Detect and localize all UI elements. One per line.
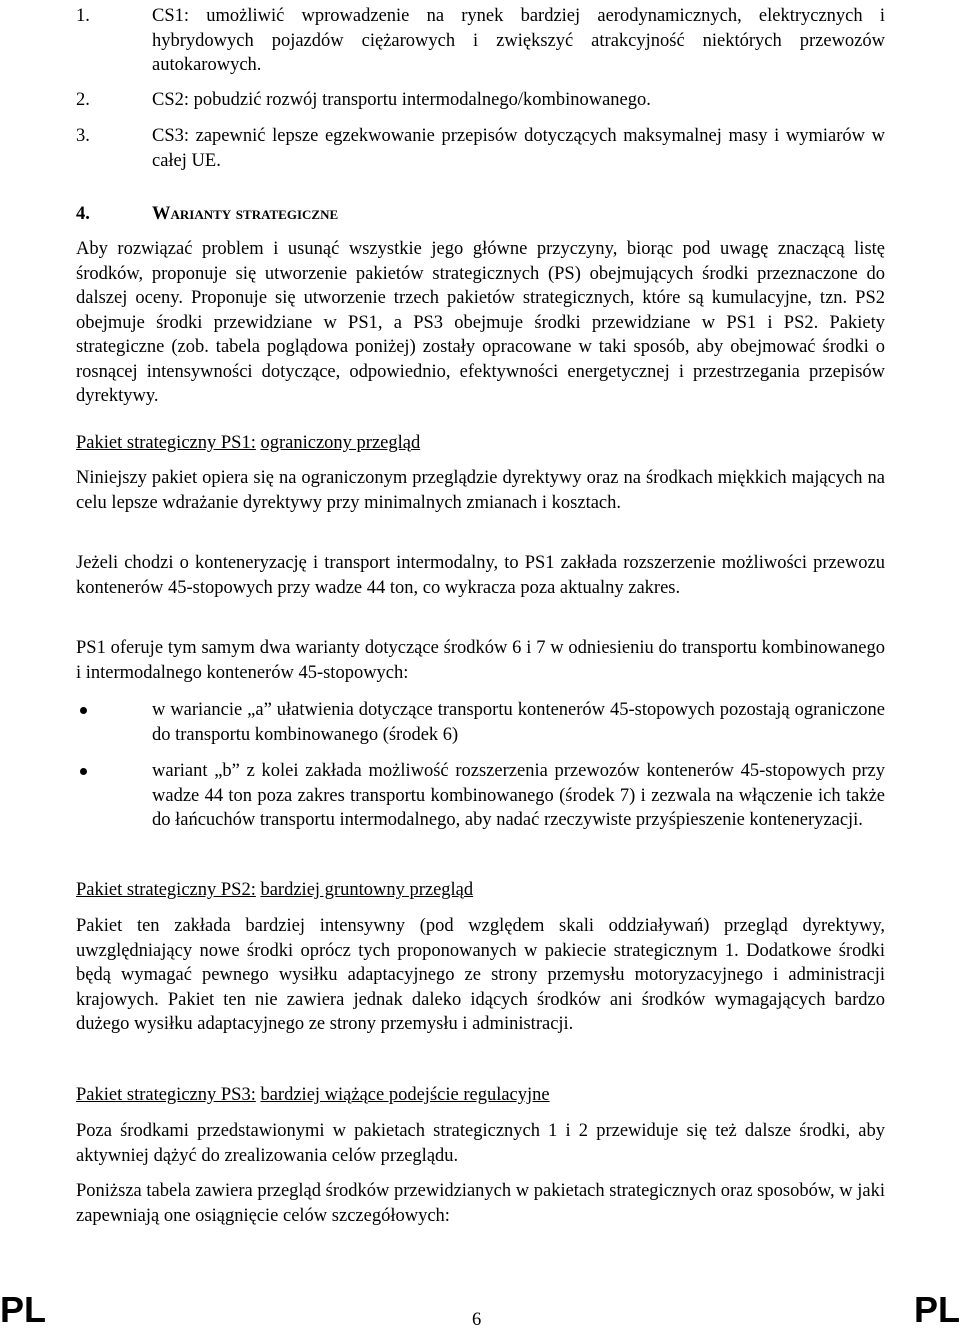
list-number: 2. — [76, 90, 90, 110]
ps3-name: bardziej wiążące podejście regulacyjne — [260, 1085, 550, 1105]
footer-language-right: PL — [913, 1289, 960, 1330]
page-number: 6 — [472, 1310, 482, 1330]
list-text: CS3: zapewnić lepsze egzekwowanie przepisów dotyczących maksymalnej masy i wymiarów w całej UE. — [152, 126, 885, 171]
ps2-heading — [76, 878, 885, 903]
bullet-icon — [80, 768, 87, 775]
intro-paragraph: Aby rozwiązać problem i usunąć wszystkie jego główne przyczyny, biorąc pod uwagę znaczącą listę środków, proponuje się utworzenie pakietów strategicznych (PS) obejmujących środki przeznaczone do dalszej oceny. Proponuje się utworzenie trzech pakietów strategicznych, które są kumulacyjne, tzn. PS2 obejmuje środki przewidziane w PS1, a PS3 obejmuje środki przewidziane w PS1 i PS2. Pakiety strategiczne (zob. tabela poglądowa poniżej) zostały opracowane w taki sposób, aby obejmować środki o rosnącej intensywności dotyczące, odpowiednio, efektywności energetycznej i przestrzegania przepisów dyrektywy. — [76, 239, 885, 406]
ps3-heading — [76, 1083, 885, 1108]
list-text: CS2: pobudzić rozwój transportu intermodalnego/kombinowanego. — [152, 90, 651, 110]
footer-language-left: PL — [0, 1289, 47, 1330]
list-number: 1. — [76, 6, 90, 26]
ps1-paragraph-3: PS1 oferuje tym samym dwa warianty dotyczące środków 6 i 7 w odniesieniu do transportu kombinowanego i intermodalnego kontenerów 45-stopowych: — [76, 638, 885, 683]
list-number: 3. — [76, 126, 90, 146]
bullet-text: wariant „b” z kolei zakłada możliwość rozszerzenia przewozów kontenerów 45-stopowych przy wadze 44 ton poza zakres transportu kombinowanego (środek 7) i zezwala na włączenie ich także do łańcuchów transportu intermodalnego, aby nadać rzeczywiste przyśpieszenie konteneryzacji. — [152, 761, 885, 830]
ps3-paragraph-1: Poza środkami przedstawionymi w pakietach strategicznych 1 i 2 przewiduje się też dalsze środki, aby aktywniej dążyć do zrealizowania celów przeglądu. — [76, 1121, 885, 1166]
ps1-paragraph-2: Jeżeli chodzi o konteneryzację i transport intermodalny, to PS1 zakłada rozszerzenie możliwości przewozu kontenerów 45-stopowych przy wadze 44 ton, co wykracza poza aktualny zakres. — [76, 553, 885, 598]
bullet-text: w wariancie „a” ułatwienia dotyczące transportu kontenerów 45-stopowych pozostają ograniczone do transportu kombinowanego (środek 6) — [152, 700, 885, 745]
ps1-label: Pakiet strategiczny PS1: — [76, 433, 256, 453]
section-title: Warianty strategiczne — [152, 204, 339, 224]
ps3-paragraph-2: Poniższa tabela zawiera przegląd środków przewidzianych w pakietach strategicznych oraz sposobów, w jaki zapewniają one osiągnięcie celów szczegółowych: — [76, 1181, 885, 1226]
ps3-label: Pakiet strategiczny PS3: — [76, 1085, 256, 1105]
ps2-paragraph-1: Pakiet ten zakłada bardziej intensywny (pod względem skali oddziaływań) przegląd dyrektywy, uwzględniający nowe środki oprócz tych proponowanych w pakiecie strategicznym 1. Dodatkowe środki będą wymagać pewnego wysiłku adaptacyjnego ze strony przemysłu motoryzacyjnego i administracji krajowych. Pakiet ten nie zawiera jednak daleko idących środków ani środków wymagających bardzo dużego wysiłku adaptacyjnego ze strony przemysłu i administracji. — [76, 916, 885, 1034]
ps1-heading — [76, 431, 885, 456]
ps2-name: bardziej gruntowny przegląd — [260, 880, 474, 900]
ps1-name: ograniczony przegląd — [260, 433, 421, 453]
ps2-label: Pakiet strategiczny PS2: — [76, 880, 256, 900]
ps1-paragraph-1: Niniejszy pakiet opiera się na ograniczonym przeglądzie dyrektywy oraz na środkach miękkich mających na celu lepsze wdrażanie dyrektywy przy minimalnych zmianach i kosztach. — [76, 468, 885, 513]
bullet-icon — [80, 707, 87, 714]
list-text: CS1: umożliwić wprowadzenie na rynek bardziej aerodynamicznych, elektrycznych i hybrydowych pojazdów ciężarowych i zwiększyć atrakcyjność niektórych przewozów autokarowych. — [152, 6, 885, 75]
section-number: 4. — [76, 204, 90, 224]
